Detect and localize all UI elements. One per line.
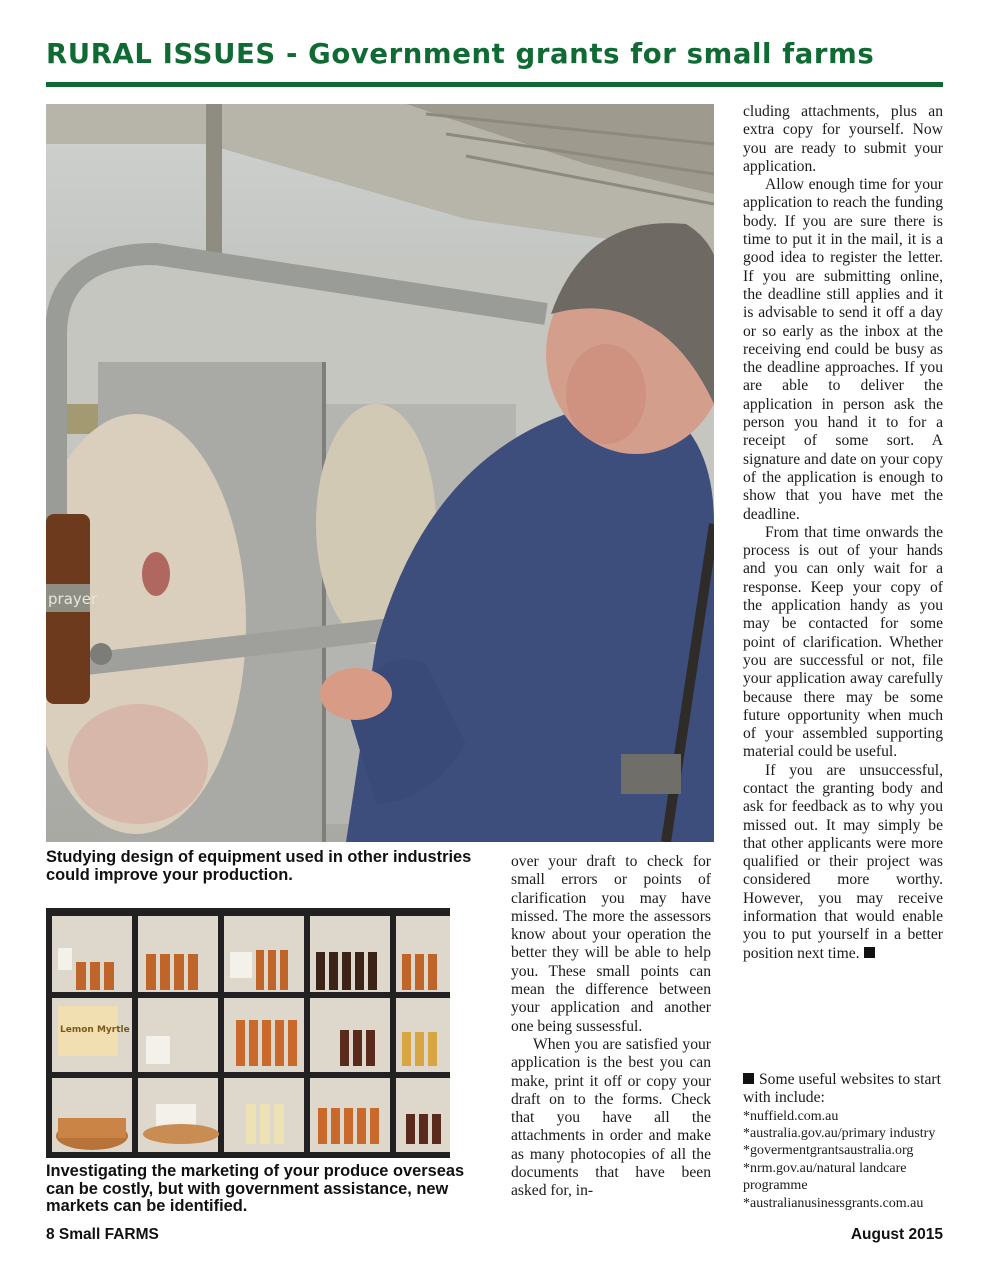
product-sign: Lemon Myrtle [60,1025,130,1035]
website-item: *nrm.gov.au/natural landcare programme [743,1160,907,1194]
produce-shelves-photo [46,908,450,1158]
square-bullet-icon [743,1073,754,1084]
photo-caption-equipment: Studying design of equipment used in other industries could improve your production. [46,848,472,884]
websites-list [743,1108,948,1212]
article-column-middle [511,853,711,1201]
useful-websites [743,1071,948,1212]
article-headline: RURAL ISSUES - Government grants for small farms [46,38,875,70]
photo-caption-marketing: Investigating the marketing of your produce overseas can be costly, but with government assistance, new markets can be identified. [46,1162,465,1215]
website-item: *australia.gov.au/primary industry [743,1126,936,1141]
website-item: *nuffield.com.au [743,1108,839,1124]
equipment-photo [46,104,714,842]
article-paragraph: cluding attachments, plus an extra copy for yourself. Now you are ready to submit your application. [743,103,943,175]
footer-page-label: 8 Small FARMS [46,1226,159,1243]
websites-intro: Some useful websites to start with include: [743,1071,941,1107]
article-paragraph: From that time onwards the process is out of your hands and you can only wait for a response. Keep your copy of the application handy as you may be contacted for some point of clarification. Whether you are successful or not, file your application away carefully because there may be some future opportunity when much of your assembled supporting material could be useful. [743,523,943,761]
end-of-article-mark [864,947,875,958]
footer-issue-date: August 2015 [850,1226,943,1243]
article-column-right [743,103,943,963]
bottle-label: prayer [48,590,98,608]
article-paragraph: over your draft to check for small errors or points of clarification you may have missed. The more the assessors know about your operation the better they will be able to help you. These small points can mean the difference between your application and another one being sussessful. [511,853,711,1035]
website-item: *govermentgrantsaustralia.org [743,1143,914,1159]
header-rule [46,82,943,87]
website-item: *australianusinessgrants.com.au [743,1195,924,1211]
article-paragraph: Allow enough time for your application to reach the funding body. If you are sure there is time to put it in the mail, it is a good idea to register the letter. If you are submitting online, the deadline still applies and it is advisable to send it off a day or so early as the inbox at the receiving end could be busy as the deadline approaches. If you are able to deliver the application in person ask the person you hand it to for a receipt of some sort. A signature and date on your copy of the application is enough to show that you have met the deadline. [743,176,943,523]
article-paragraph: When you are satisfied your application is the best you can make, print it off or copy your draft on to the forms. Check that you have all the attachments in order and make as many photocopies of all the documents that have been asked for, in- [511,1035,711,1200]
article-paragraph: If you are unsuccessful, contact the granting body and ask for feedback as to why you missed out. It may simply be that other applicants were more qualified or their project was considered more worthy. However, you may receive information that would enable you to put yourself in a better position next time. [743,761,943,962]
